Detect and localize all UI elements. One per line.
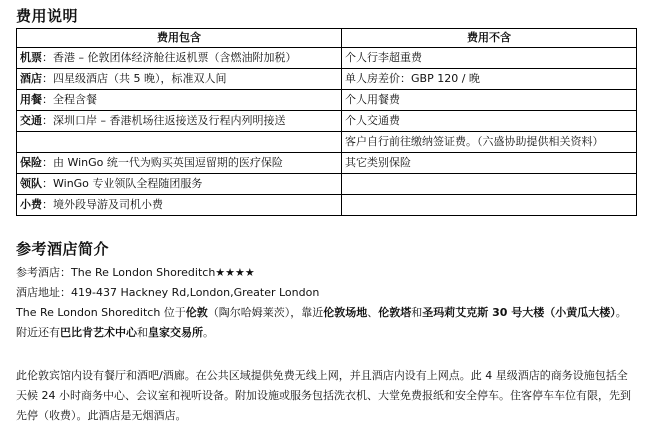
table-row [17,48,637,69]
excluded-cell: 个人用餐费 [342,90,637,111]
excluded-cell [342,174,637,195]
location-highlight: 皇家交易所 [148,326,203,339]
included-cell [17,90,342,111]
fee-item-detail: ：深圳口岸 – 香港机场往返接送及行程内列明接送 [42,114,286,127]
table-row [17,111,637,132]
excluded-cell: 个人行李超重费 [342,48,637,69]
excluded-cell: 其它类别保险 [342,153,637,174]
location-highlight: 圣玛莉艾克斯 30 号大楼（小黄瓜大楼） [422,306,616,319]
fee-item-detail: ：四星级酒店（共 5 晚），标准双人间 [42,72,227,85]
fee-item-detail: ：WinGo 专业领队全程随团服务 [42,177,203,190]
table-row [17,153,637,174]
location-highlight: 巴比肯艺术中心 [60,326,137,339]
fee-section-heading: 费用说明 [16,7,79,25]
fee-table-header [17,29,637,48]
fee-item-key: 小费 [20,198,42,211]
included-cell [17,195,342,216]
excluded-cell: 个人交通费 [342,111,637,132]
hotel-description: 此伦敦宾馆内设有餐厅和酒吧/酒廊。在公共区域提供免费无线上网，并且酒店内设有上网点。此 4 星级酒店的商务设施包括全天候 24 小时商务中心、会议室和视听设备。附加设施或服务包括洗衣机、大堂免费报纸和安全停车。住客停车车位有限，先到先停（收费）。此酒店是无烟酒店。 [16,369,631,422]
location-text: （陶尔哈姆莱茨），靠近 [207,306,324,319]
included-cell [17,174,342,195]
fee-item-detail: ：全程含餐 [42,93,97,106]
location-text: 。 [203,326,214,339]
excluded-cell: 单人房差价：GBP 120 / 晚 [342,69,637,90]
fee-item-key: 机票 [20,51,42,64]
fee-table [16,28,637,216]
included-cell [17,69,342,90]
location-text: 。附近还有 [16,306,627,339]
excluded-cell [342,195,637,216]
excluded-column-header: 费用不含 [342,29,637,48]
hotel-info [16,263,636,343]
hotel-address-line: 酒店地址：419-437 Hackney Rd,London,Greater London [16,286,320,299]
location-highlight: 伦敦塔 [378,306,412,319]
location-text: 和 [137,326,148,339]
table-row [17,90,637,111]
included-cell [17,132,342,153]
table-row [17,69,637,90]
hotel-section-heading: 参考酒店简介 [16,240,110,258]
fee-item-key: 酒店 [20,72,42,85]
location-highlight: 伦敦 [185,306,208,319]
fee-item-detail: ：境外段导游及司机小费 [42,198,163,211]
included-cell [17,111,342,132]
hotel-name-line: 参考酒店：The Re London Shoreditch★★★★ [16,266,255,279]
location-text: The Re London Shoreditch 位于 [16,306,186,319]
included-cell [17,48,342,69]
fee-item-key: 用餐 [20,93,42,106]
table-row [17,195,637,216]
fee-item-key: 保险 [20,156,42,169]
fee-item-key: 领队 [20,177,42,190]
excluded-cell: 客户自行前往缴纳签证费。（六盛协助提供相关资料） [342,132,637,153]
location-highlight: 伦敦场地 [323,306,368,319]
table-row [17,174,637,195]
hotel-location-paragraph [16,303,636,343]
fee-item-key: 交通 [20,114,42,127]
included-cell [17,153,342,174]
fee-item-detail: ：由 WinGo 统一代为购买英国逗留期的医疗保险 [42,156,283,169]
included-column-header: 费用包含 [17,29,342,48]
table-row [17,132,637,153]
location-text: 和 [411,306,423,319]
fee-item-detail: ：香港 – 伦敦团体经济舱往返机票（含燃油附加税） [42,51,297,64]
location-text: 、 [367,306,379,319]
